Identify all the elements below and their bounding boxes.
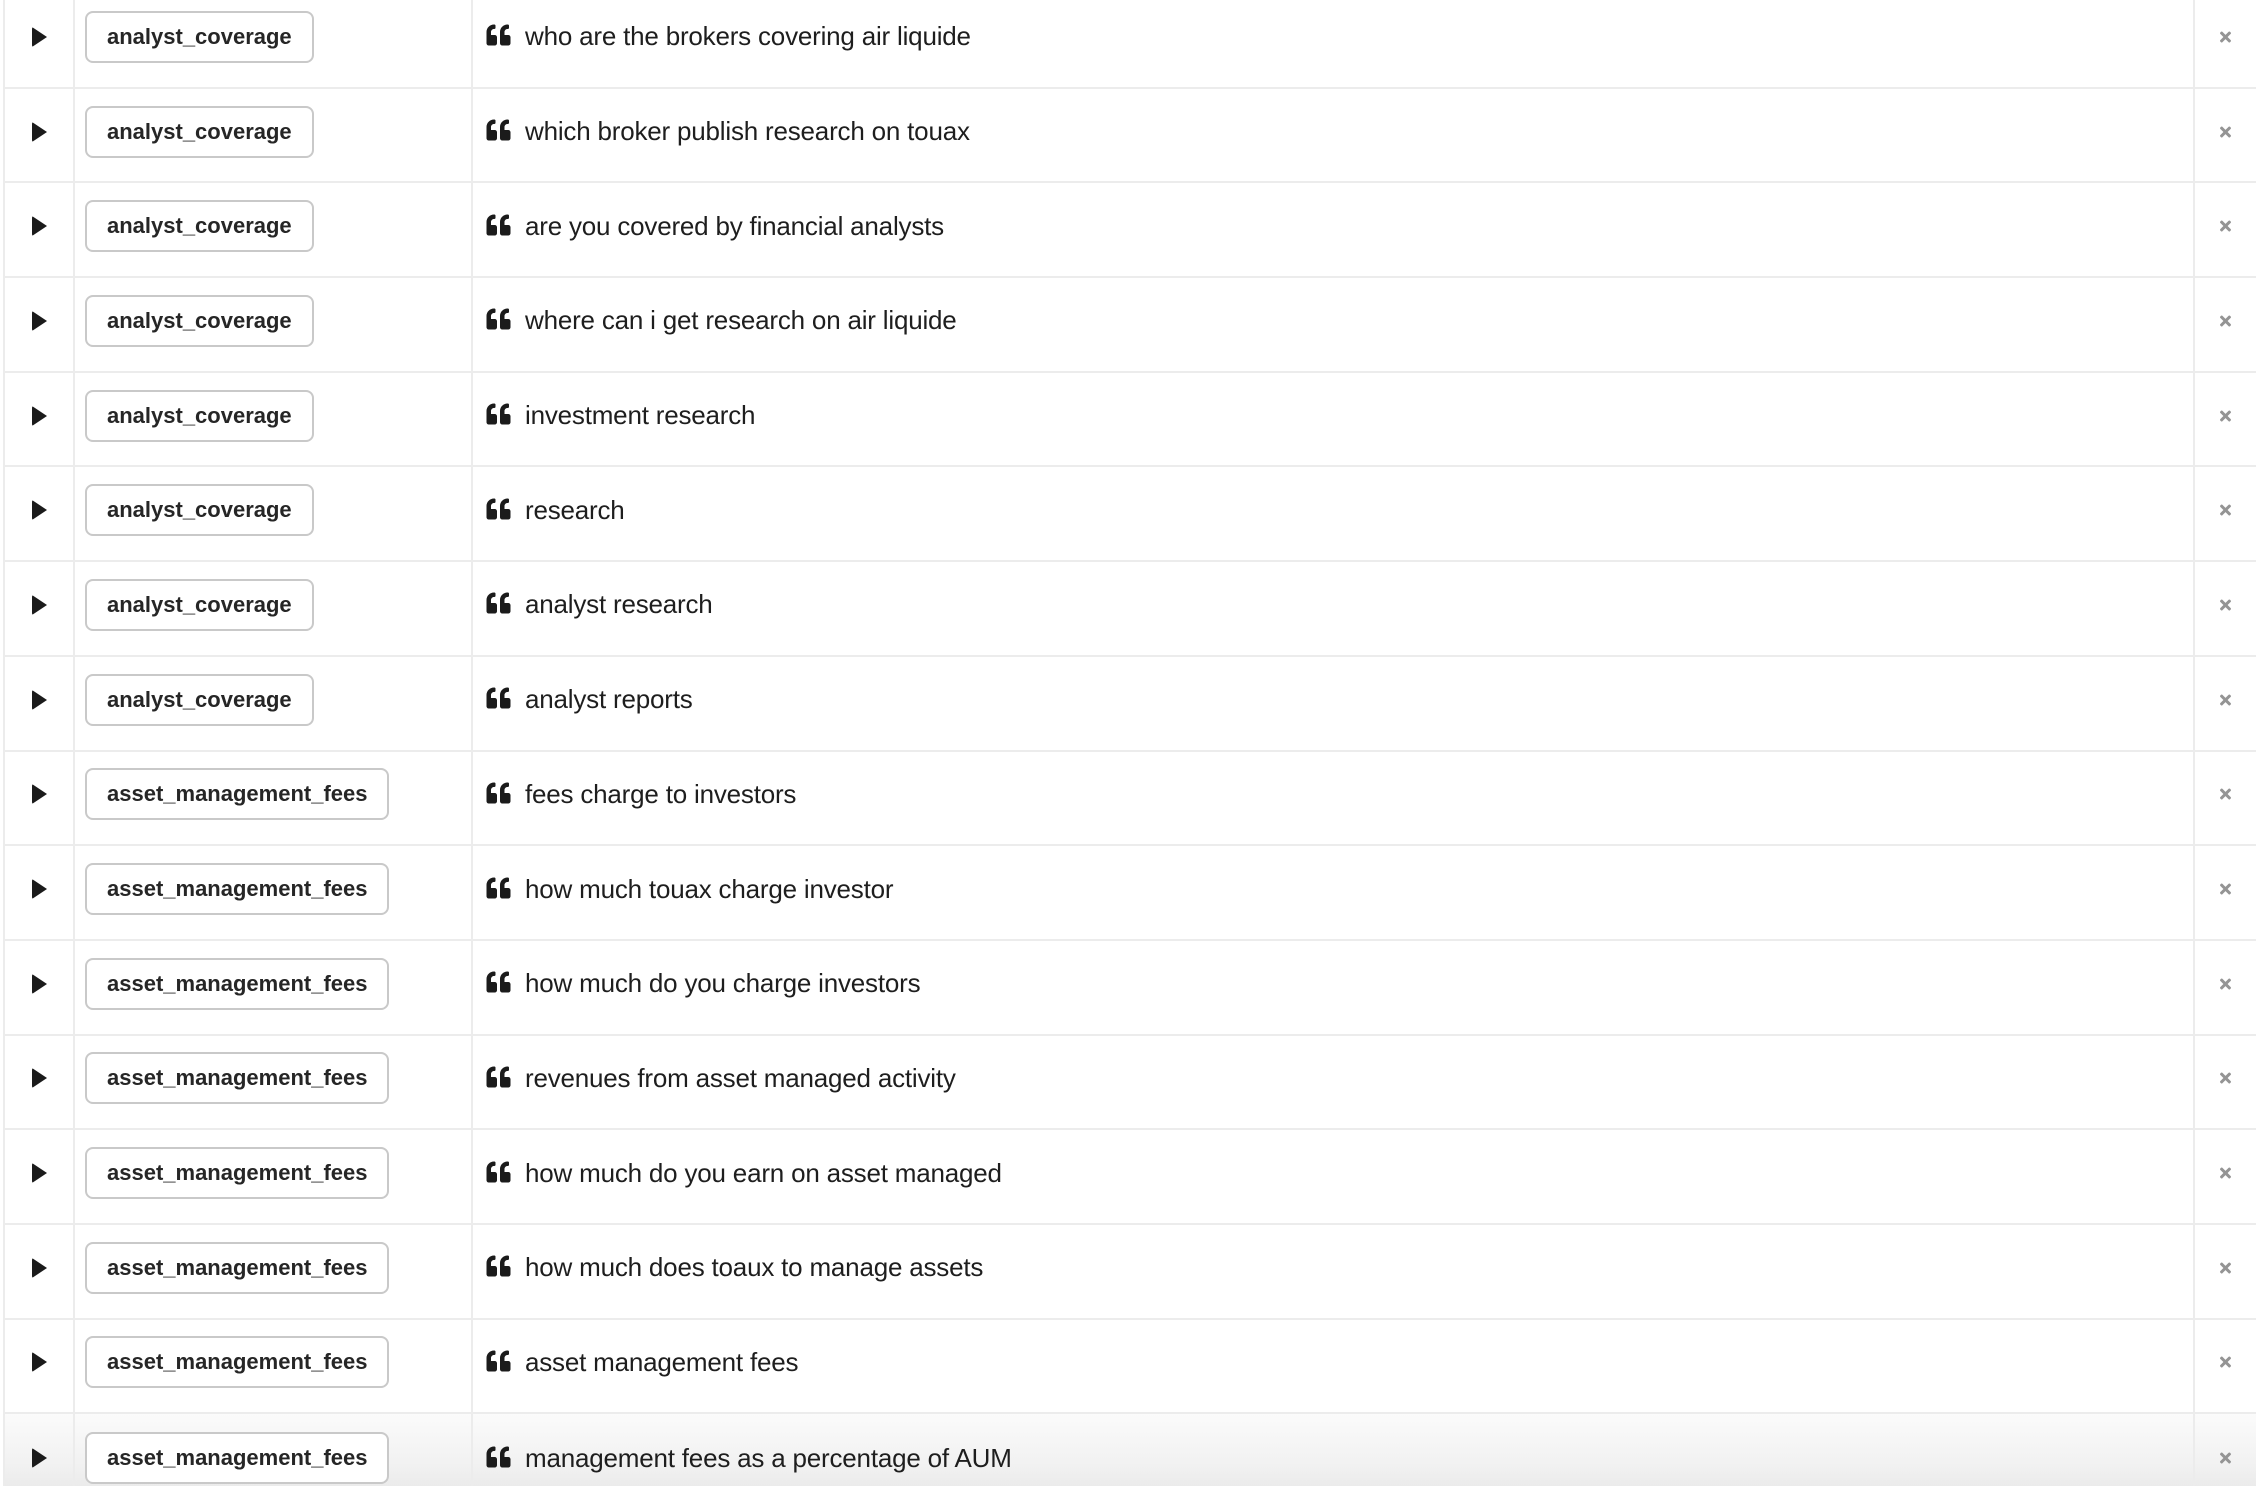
delete-question-button[interactable] [2210,1252,2241,1284]
category-tag-button[interactable]: analyst_coverage [85,106,314,158]
question [485,211,944,242]
delete-question-button[interactable] [2210,116,2241,148]
delete-question-button[interactable] [2210,400,2241,432]
delete-question-button[interactable] [2210,305,2241,337]
question-cell [473,941,2193,1034]
expand-row-button[interactable] [26,1346,53,1378]
category-tag-button[interactable]: asset_management_fees [85,1147,389,1199]
question-text: where can i get research on air liquide [525,305,957,336]
question [485,874,893,905]
close-icon [2218,1070,2233,1086]
play-icon [32,500,47,520]
expand-row-button[interactable] [26,684,53,716]
qna-row [5,373,2256,468]
question-text: investment research [525,400,756,431]
delete-cell [2193,1130,2256,1223]
close-icon [2218,408,2233,424]
expand-row-button[interactable] [26,494,53,526]
quote-left-icon [485,970,512,994]
qna-row [5,752,2256,847]
delete-cell [2193,183,2256,276]
question-text: which broker publish research on touax [525,116,970,147]
delete-cell [2193,657,2256,750]
delete-question-button[interactable] [2210,684,2241,716]
close-icon [2218,786,2233,802]
question-cell [473,846,2193,939]
play-icon [32,216,47,236]
category-tag-button[interactable]: analyst_coverage [85,579,314,631]
category-cell [73,657,473,750]
question-text: asset management fees [525,1346,799,1377]
category-tag-button[interactable]: asset_management_fees [85,1052,389,1104]
qna-row [5,1320,2256,1415]
expand-row-button[interactable] [26,210,53,242]
category-cell [73,1225,473,1318]
question-cell [473,183,2193,276]
question-cell [473,657,2193,750]
expand-cell [5,1320,73,1413]
play-icon [32,311,47,331]
delete-cell [2193,278,2256,371]
quote-left-icon [485,876,512,900]
delete-cell [2193,467,2256,560]
play-icon [32,1352,47,1372]
category-cell [73,89,473,182]
delete-question-button[interactable] [2210,1062,2241,1094]
question-text: management fees as a percentage of AUM [525,1442,1012,1473]
expand-row-button[interactable] [26,400,53,432]
quote-left-icon [485,1254,512,1278]
expand-cell [5,1036,73,1129]
expand-row-button[interactable] [26,21,53,53]
expand-row-button[interactable] [26,1157,53,1189]
question-cell [473,1036,2193,1129]
category-tag-button[interactable]: asset_management_fees [85,1336,389,1388]
delete-cell [2193,373,2256,466]
expand-cell [5,89,73,182]
category-cell [73,183,473,276]
play-icon [32,27,47,47]
expand-cell [5,752,73,845]
delete-question-button[interactable] [2210,1442,2241,1474]
qna-row [5,0,2256,89]
play-icon [32,122,47,142]
question [485,684,693,715]
category-tag-button[interactable]: asset_management_fees [85,1432,389,1484]
qna-table [3,0,2256,1486]
expand-cell [5,373,73,466]
play-icon [32,879,47,899]
category-cell [73,278,473,371]
close-icon [2218,881,2233,897]
question-cell [473,89,2193,182]
question [485,1347,798,1378]
category-cell [73,562,473,655]
question [485,305,957,336]
question-text: research [525,494,625,525]
quote-left-icon [485,23,512,47]
quote-left-icon [485,497,512,521]
quote-left-icon [485,1349,512,1373]
category-cell [73,0,473,87]
close-icon [2218,124,2233,140]
close-icon [2218,502,2233,518]
play-icon [32,595,47,615]
qna-row [5,183,2256,278]
quote-left-icon [485,307,512,331]
qna-row [5,941,2256,1036]
delete-cell [2193,1414,2256,1486]
question [485,1158,1002,1189]
question-cell [473,752,2193,845]
question-cell [473,1414,2193,1486]
expand-cell [5,278,73,371]
play-icon [32,690,47,710]
category-tag-button[interactable]: analyst_coverage [85,11,314,63]
play-icon [32,1163,47,1183]
close-icon [2218,1165,2233,1181]
expand-cell [5,1414,73,1486]
expand-row-button[interactable] [26,873,53,905]
delete-question-button[interactable] [2210,589,2241,621]
delete-question-button[interactable] [2210,1346,2241,1378]
question [485,116,970,147]
question [485,21,971,52]
question [485,1063,956,1094]
question-text: analyst research [525,589,713,620]
close-icon [2218,313,2233,329]
close-icon [2218,976,2233,992]
quote-left-icon [485,591,512,615]
category-cell [73,1130,473,1223]
expand-cell [5,1225,73,1318]
quote-left-icon [485,1065,512,1089]
expand-row-button[interactable] [26,1252,53,1284]
quote-left-icon [485,1445,512,1469]
quote-left-icon [485,686,512,710]
close-icon [2218,1354,2233,1370]
expand-row-button[interactable] [26,968,53,1000]
delete-cell [2193,1225,2256,1318]
expand-row-button[interactable] [26,1442,53,1474]
delete-cell [2193,1036,2256,1129]
delete-cell [2193,846,2256,939]
delete-question-button[interactable] [2210,210,2241,242]
question-cell [473,1320,2193,1413]
expand-row-button[interactable] [26,589,53,621]
question-text: how much do you earn on asset managed [525,1157,1002,1188]
qna-row [5,562,2256,657]
delete-cell [2193,0,2256,87]
question-text: how much touax charge investor [525,873,894,904]
question [485,1443,1012,1474]
qna-row [5,278,2256,373]
category-cell [73,467,473,560]
question-text: revenues from asset managed activity [525,1062,956,1093]
question-text: how much does toaux to manage assets [525,1252,984,1283]
expand-cell [5,467,73,560]
category-cell [73,941,473,1034]
category-cell [73,1320,473,1413]
expand-row-button[interactable] [26,778,53,810]
category-tag-button[interactable]: asset_management_fees [85,863,389,915]
question-text: are you covered by financial analysts [525,210,944,241]
category-tag-button[interactable]: analyst_coverage [85,295,314,347]
question-cell [473,1130,2193,1223]
quote-left-icon [485,213,512,237]
expand-row-button[interactable] [26,116,53,148]
close-icon [2218,1260,2233,1276]
delete-question-button[interactable] [2210,873,2241,905]
category-cell [73,373,473,466]
qna-row [5,1036,2256,1131]
category-tag-button[interactable]: analyst_coverage [85,484,314,536]
expand-cell [5,562,73,655]
category-cell [73,1036,473,1129]
qna-row [5,846,2256,941]
delete-question-button[interactable] [2210,21,2241,53]
play-icon [32,1068,47,1088]
question [485,589,713,620]
close-icon [2218,29,2233,45]
category-cell [73,1414,473,1486]
qna-row [5,467,2256,562]
quote-left-icon [485,402,512,426]
category-tag-button[interactable]: asset_management_fees [85,768,389,820]
qna-row [5,1130,2256,1225]
qna-row [5,657,2256,752]
question [485,968,920,999]
quote-left-icon [485,781,512,805]
close-icon [2218,597,2233,613]
play-icon [32,1448,47,1468]
category-cell [73,752,473,845]
category-tag-button[interactable]: asset_management_fees [85,1242,389,1294]
category-tag-button[interactable]: analyst_coverage [85,390,314,442]
quote-left-icon [485,1160,512,1184]
expand-cell [5,941,73,1034]
close-icon [2218,1450,2233,1466]
category-cell [73,846,473,939]
question [485,495,625,526]
play-icon [32,406,47,426]
expand-cell [5,1130,73,1223]
delete-cell [2193,1320,2256,1413]
question-cell [473,562,2193,655]
delete-cell [2193,941,2256,1034]
expand-cell [5,846,73,939]
question [485,779,796,810]
qna-row [5,1225,2256,1320]
question-cell [473,0,2193,87]
delete-cell [2193,752,2256,845]
expand-row-button[interactable] [26,1062,53,1094]
question-text: who are the brokers covering air liquide [525,21,971,52]
delete-question-button[interactable] [2210,968,2241,1000]
expand-row-button[interactable] [26,305,53,337]
category-tag-button[interactable]: asset_management_fees [85,958,389,1010]
expand-cell [5,657,73,750]
category-tag-button[interactable]: analyst_coverage [85,200,314,252]
question-cell [473,467,2193,560]
expand-cell [5,0,73,87]
question [485,400,755,431]
expand-cell [5,183,73,276]
question [485,1252,983,1283]
qna-row [5,1414,2256,1486]
question-cell [473,1225,2193,1318]
qna-row [5,89,2256,184]
play-icon [32,974,47,994]
close-icon [2218,692,2233,708]
question-text: how much do you charge investors [525,968,921,999]
question-text: analyst reports [525,684,693,715]
question-cell [473,278,2193,371]
play-icon [32,1258,47,1278]
question-cell [473,373,2193,466]
play-icon [32,784,47,804]
category-tag-button[interactable]: analyst_coverage [85,674,314,726]
delete-question-button[interactable] [2210,1157,2241,1189]
question-text: fees charge to investors [525,778,797,809]
quote-left-icon [485,118,512,142]
delete-cell [2193,562,2256,655]
delete-cell [2193,89,2256,182]
close-icon [2218,218,2233,234]
delete-question-button[interactable] [2210,494,2241,526]
delete-question-button[interactable] [2210,778,2241,810]
